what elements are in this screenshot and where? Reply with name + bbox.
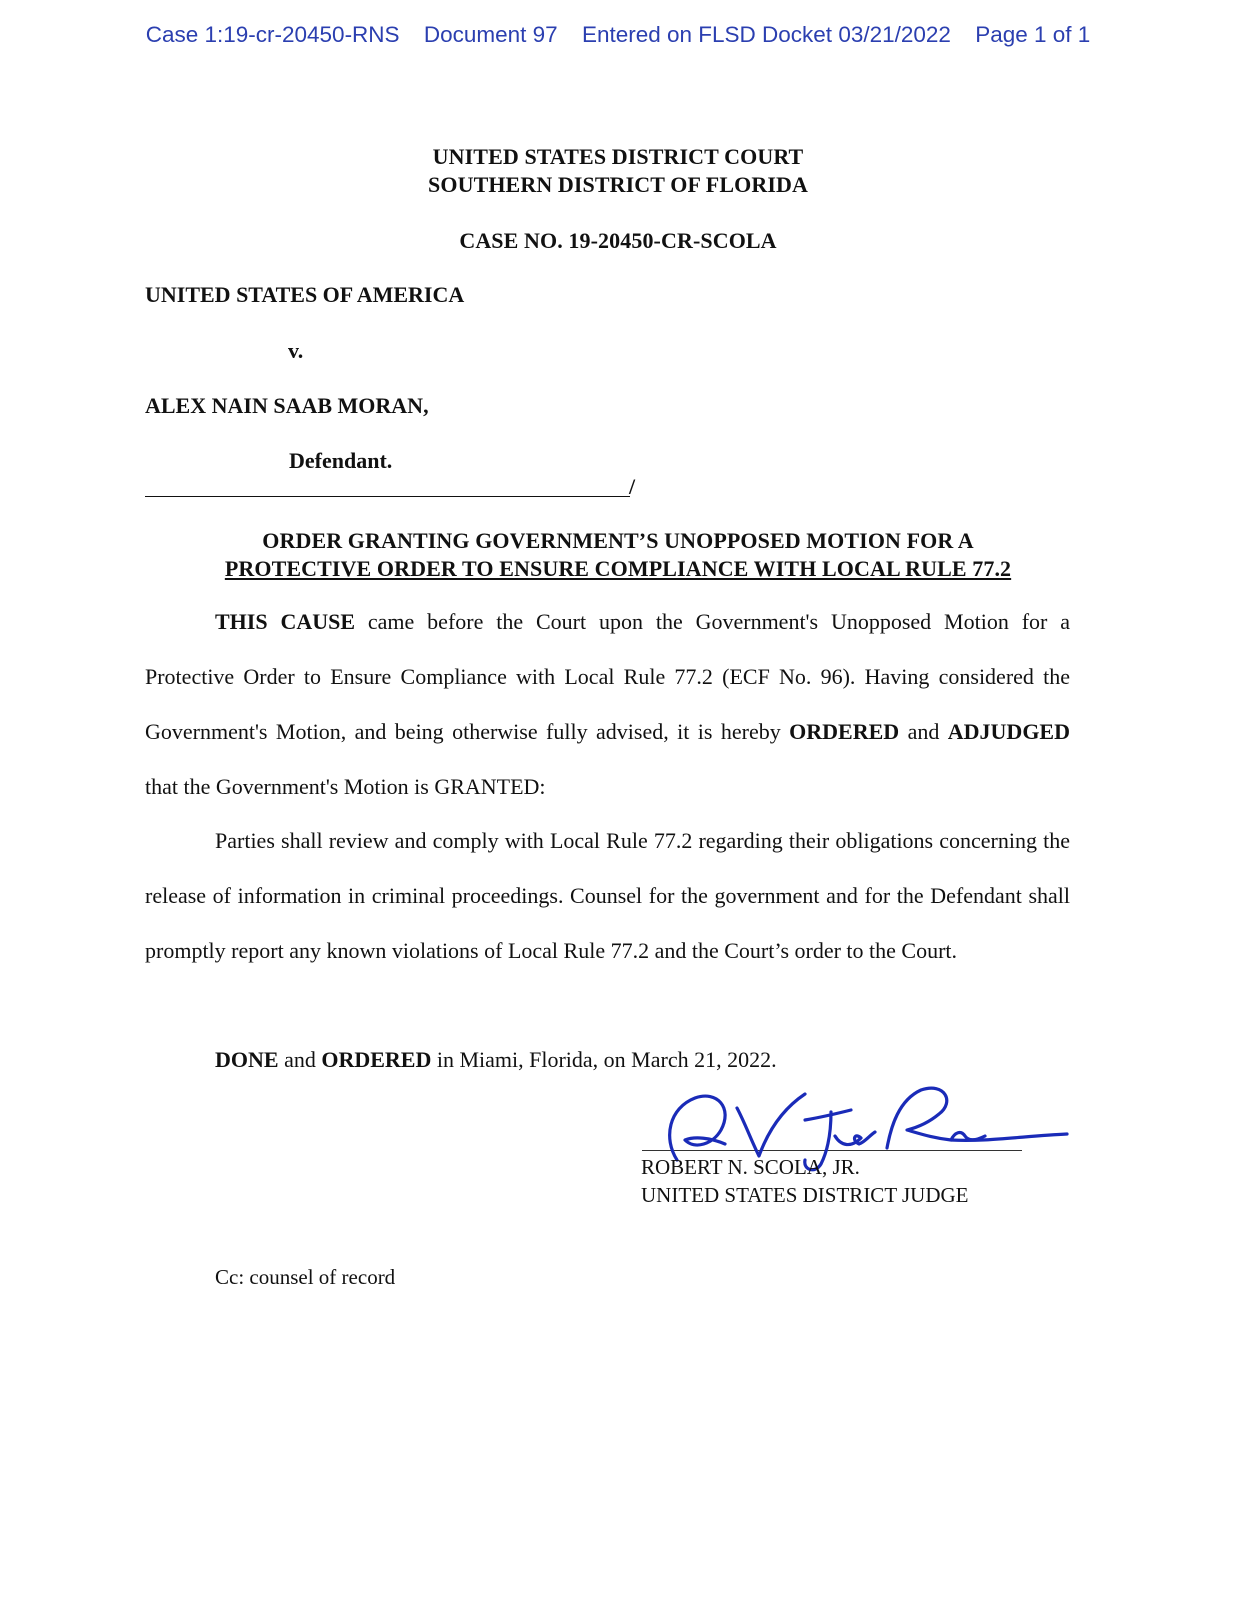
order-title-line1: ORDER GRANTING GOVERNMENT’S UNOPPOSED MOTION FOR A bbox=[262, 528, 974, 553]
caption-plaintiff: UNITED STATES OF AMERICA bbox=[145, 282, 465, 307]
paragraph-1-and: and bbox=[899, 719, 948, 744]
caption-slash: / bbox=[629, 474, 636, 499]
done-and: and bbox=[278, 1047, 322, 1072]
paragraph-1-text-b: that the Government's Motion is GRANTED: bbox=[145, 774, 546, 799]
court-name: UNITED STATES DISTRICT COURT bbox=[432, 144, 804, 169]
order-paragraph-2: Parties shall review and comply with Local Rule 77.2 regarding their obligations concerning the release of information in criminal proceedings. Counsel for the government and for the Defendant shall promptly report any known violations of Local Rule 77.2 and the Court’s order to the Court. bbox=[145, 828, 1070, 963]
ordered-term: ORDERED bbox=[789, 719, 900, 744]
case-number: CASE NO. 19-20450-CR-SCOLA bbox=[459, 228, 777, 253]
done-location-date: in Miami, Florida, on March 21, 2022. bbox=[431, 1047, 777, 1072]
done-term: DONE bbox=[215, 1047, 279, 1072]
docket-entered-date: Entered on FLSD Docket 03/21/2022 bbox=[581, 22, 951, 47]
cc-line: Cc: counsel of record bbox=[215, 1265, 396, 1289]
judge-name: ROBERT N. SCOLA, JR. bbox=[641, 1155, 860, 1179]
docket-header bbox=[0, 22, 1236, 48]
caption-defendant-label: Defendant. bbox=[289, 448, 393, 473]
caption-defendant-name: ALEX NAIN SAAB MORAN, bbox=[145, 393, 429, 418]
judge-title: UNITED STATES DISTRICT JUDGE bbox=[641, 1183, 969, 1207]
court-district: SOUTHERN DISTRICT OF FLORIDA bbox=[428, 172, 808, 197]
adjudged-term: ADJUDGED bbox=[947, 719, 1070, 744]
ordered-term-2: ORDERED bbox=[321, 1047, 432, 1072]
caption-divider bbox=[145, 496, 630, 497]
this-cause-lead: THIS CAUSE bbox=[215, 609, 356, 634]
docket-document-number: Document 97 bbox=[423, 22, 558, 47]
docket-page-count: Page 1 of 1 bbox=[975, 22, 1091, 47]
docket-case-number: Case 1:19-cr-20450-RNS bbox=[145, 22, 400, 47]
order-paragraph-1 bbox=[145, 594, 1070, 814]
caption-versus: v. bbox=[288, 338, 304, 363]
paragraph-1-text-a: came before the Court upon the Government's Unopposed Motion for a Protective Order to Ensure Compliance with Local Rule 77.2 (ECF No. 96). Having considered the Government's Motion, and being otherwise fully advised, it is hereby bbox=[145, 609, 1070, 744]
order-title-line2: PROTECTIVE ORDER TO ENSURE COMPLIANCE WITH LOCAL RULE 77.2 bbox=[224, 556, 1012, 581]
